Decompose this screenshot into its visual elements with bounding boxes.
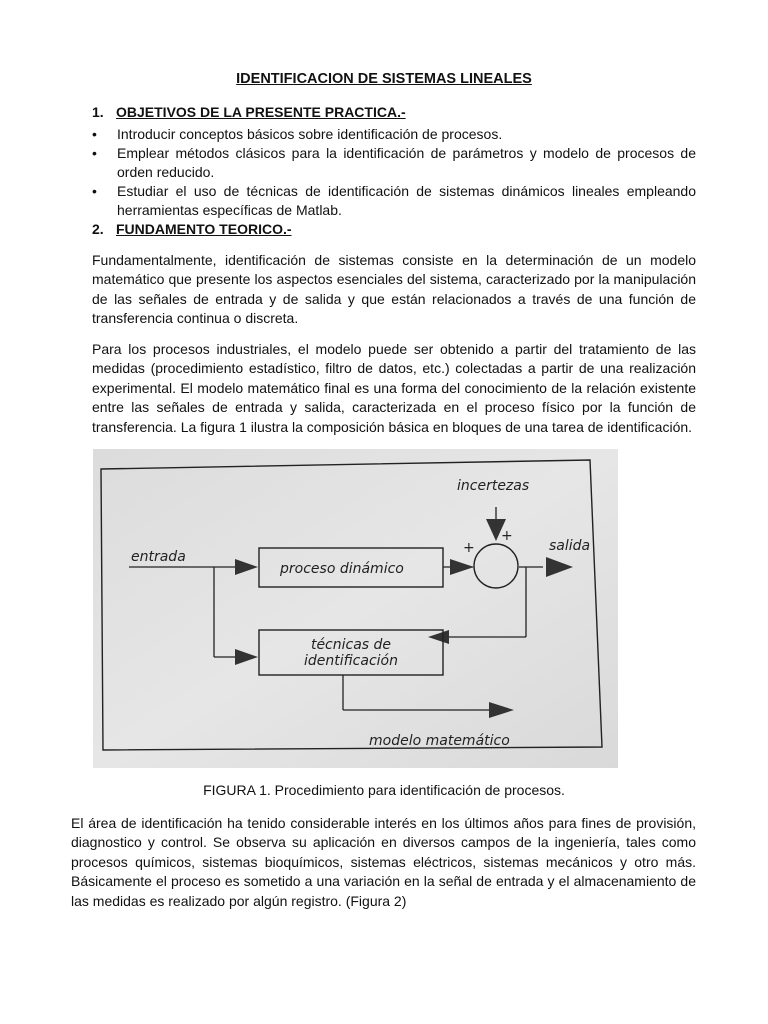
objective-item: • Emplear métodos clásicos para la identificación de parámetros y modelo de procesos de orden reducido. [92, 144, 696, 182]
plus-sign-left: + [463, 540, 475, 556]
section-1-number: 1. [92, 104, 104, 120]
process-label: proceso dinámico [280, 561, 404, 577]
closing-paragraph: El área de identificación ha tenido considerable interés en los últimos años para fines de provisión, diagnostico y control. Se observa su aplicación en diversos campos de la ingeniería, tales como procesos químicos, sistemas bioquímicos, sistemas eléctricos, sistemas mecánicos y otro más. Básicamente el proceso es sometido a una variación en la señal de entrada y el almacenamiento de las medidas es realizado por algún registro. (Figura 2) [71, 815, 696, 909]
output-label: salida [549, 538, 591, 554]
section-1-title: OBJETIVOS DE LA PRESENTE PRACTICA.- [116, 104, 406, 120]
section-2-title: FUNDAMENTO TEORICO.- [116, 221, 292, 237]
scan-background [93, 449, 618, 768]
section-2-heading [92, 221, 292, 237]
theory-paragraph-1: Fundamentalmente, identificación de sistemas consiste en la determinación de un modelo matemático que presente los aspectos esenciales del sistema, caracterizado por la manipulación de las señales de entrada y de salida y que están relacionados a través de una función de transferencia continua o discreta. [92, 252, 696, 327]
plus-sign-top: + [501, 528, 513, 544]
model-label: modelo matemático [369, 733, 510, 749]
theory-paragraph-2: Para los procesos industriales, el modelo puede ser obtenido a partir del tratamiento de las medidas (procedimiento estadístico, filtro de datos, etc.) colectadas a partir de una realización experimental. El modelo matemático final es una forma del conocimiento de la relación existente entre las señales de entrada y salida, caracterizada en el proceso físico por la función de transferencia. La figura 1 ilustra la composición básica en bloques de una tarea de identificación. [92, 341, 696, 435]
figure-1-diagram [93, 449, 618, 768]
section-2-number: 2. [92, 221, 104, 237]
objective-item: • Introducir conceptos básicos sobre identificación de procesos. [92, 125, 696, 144]
input-label: entrada [131, 549, 186, 565]
techniques-label-line-2: identificación [304, 653, 398, 669]
objectives-list [92, 125, 696, 220]
techniques-label-line-1: técnicas de [310, 637, 392, 653]
figure-1-caption: FIGURA 1. Procedimiento para identificación de procesos. [203, 782, 565, 798]
section-1-heading [92, 104, 406, 120]
objective-item: • Estudiar el uso de técnicas de identificación de sistemas dinámicos lineales empleando herramientas específicas de Matlab. [92, 182, 696, 220]
document-title: IDENTIFICACION DE SISTEMAS LINEALES [236, 71, 532, 87]
uncertainty-label: incertezas [457, 478, 530, 494]
